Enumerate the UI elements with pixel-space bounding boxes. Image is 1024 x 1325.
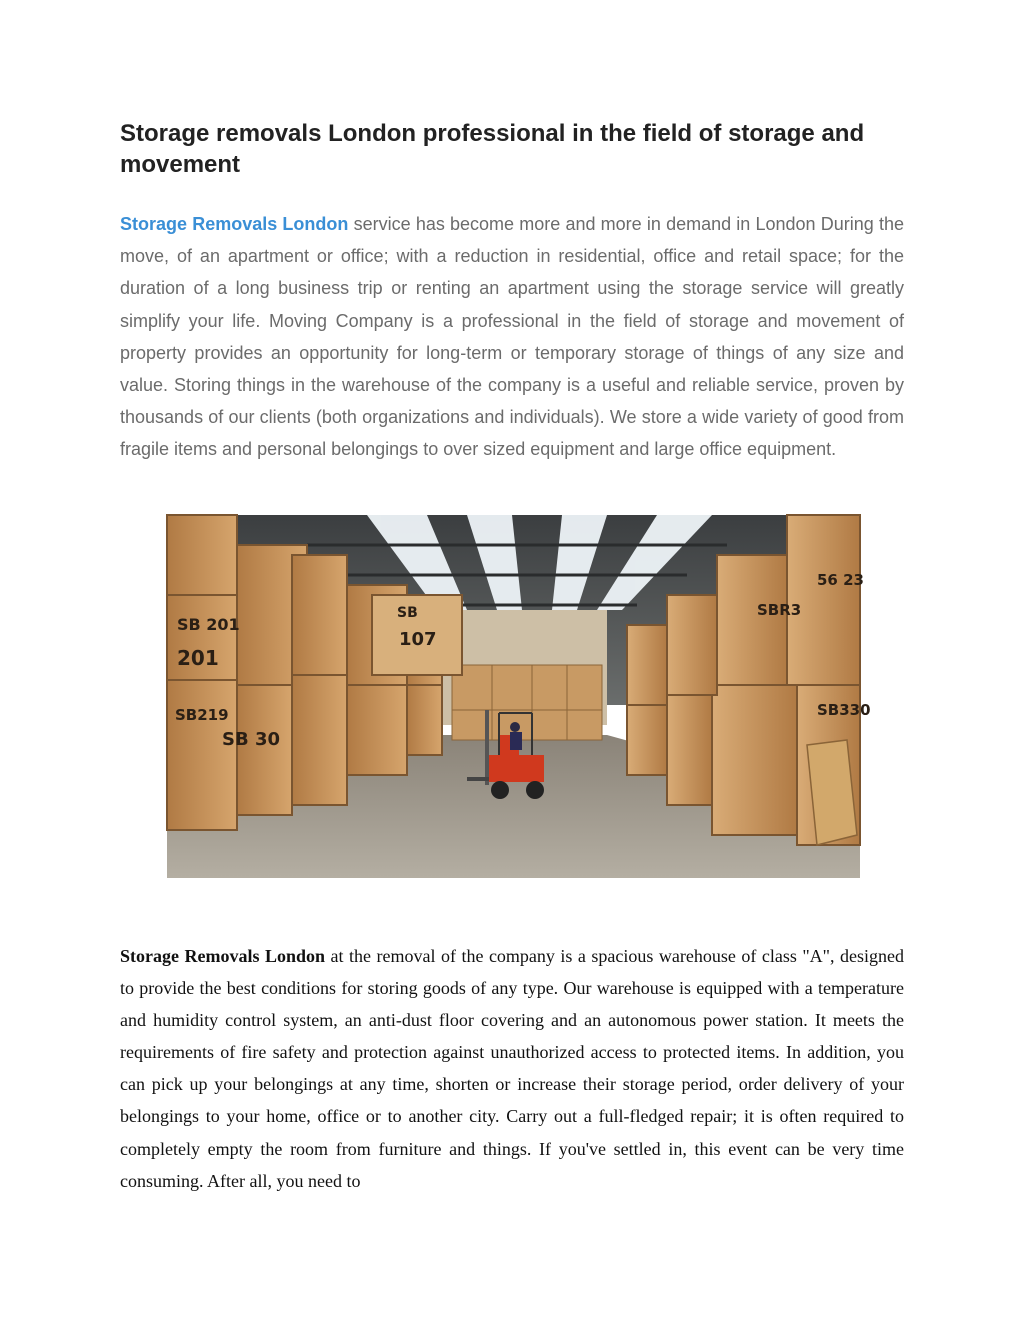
intro-paragraph — [120, 208, 904, 466]
crate-label: 107 — [399, 629, 437, 650]
crate-label: SBR3 — [757, 601, 802, 619]
storage-removals-link[interactable]: Storage Removals London — [120, 214, 349, 234]
warehouse-photo — [167, 515, 871, 878]
crate-label: 201 — [177, 646, 219, 670]
intro-text: service has become more and more in demand in London During the move, of an apartment or office; with a reduction in residential, office and retail space; for the duration of a long business trip or renting an apartment using the storage service will greatly simplify your life. Moving Company is a professional in the field of storage and movement of property provides an opportunity for long-term or temporary storage of things of any size and value. Storing things in the warehouse of the company is a useful and reliable service, proven by thousands of our clients (both organizations and individuals). We store a wide variety of good from fragile items and personal belongings to over sized equipment and large office equipment. — [120, 214, 904, 460]
crate-label: SB — [397, 605, 418, 621]
section2-paragraph — [120, 940, 904, 1197]
crate-label: SB219 — [175, 706, 229, 724]
section2-text: at the removal of the company is a spacious warehouse of class "A", designed to provide the best conditions for storing goods of any type. Our warehouse is equipped with a temperature and humidity control system, an anti-dust floor covering and an autonomous power station. It meets the requirements of fire safety and protection against unauthorized access to protected items. In addition, you can pick up your belongings at any time, shorten or increase their storage period, order delivery of your belongings to your home, office or to another city. Carry out a full-fledged repair; it is often required to completely empty the room from furniture and things. If you've settled in, this event can be very time consuming. After all, you need to — [120, 946, 905, 1191]
crate-label: SB 201 — [177, 615, 240, 634]
warehouse-illustration — [167, 515, 871, 878]
crate-label: SB 30 — [222, 729, 280, 750]
storage-removals-bold: Storage Removals London — [120, 946, 326, 966]
crate-label: SB330 — [817, 701, 871, 719]
page-title: Storage removals London professional in the field of storage and movement — [120, 120, 865, 178]
crate-label: 56 23 — [817, 571, 864, 589]
